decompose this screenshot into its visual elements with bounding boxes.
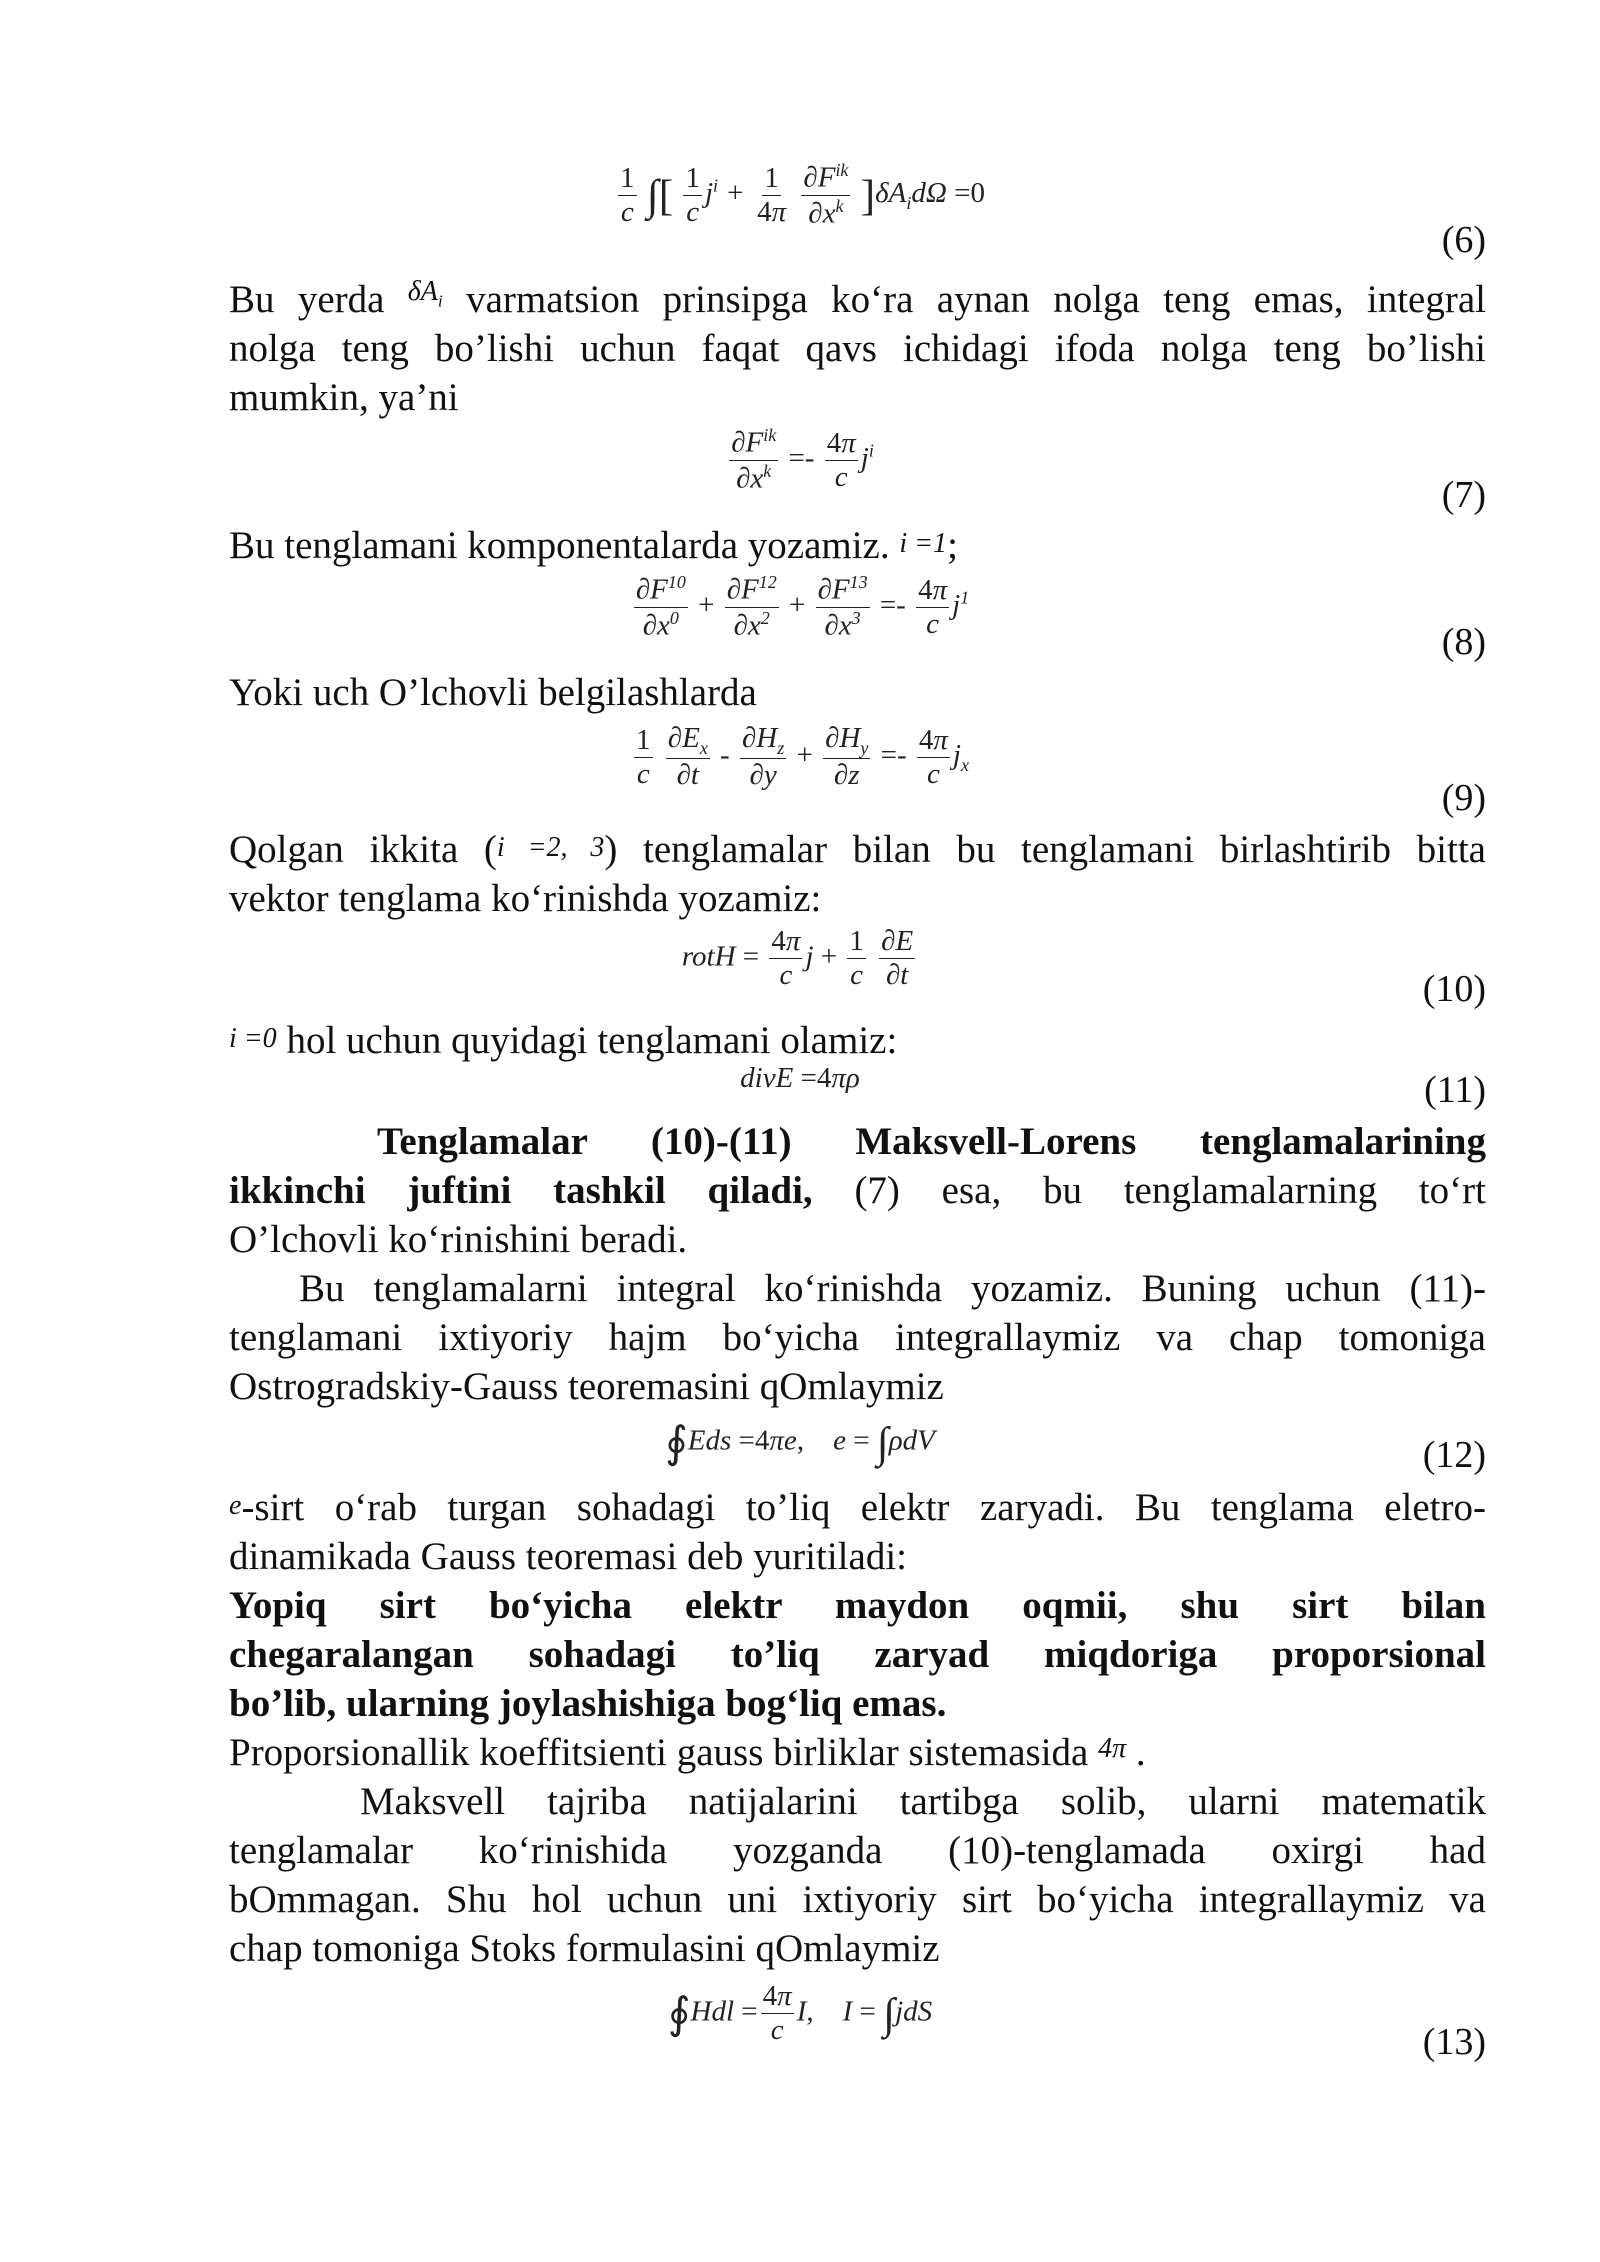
text-line: Yoki uch O’lchovli belgilashlarda — [229, 671, 757, 714]
equation-number: (12) — [1422, 1434, 1486, 1476]
text-run: ) tenglamalar bilan bu tenglamani birlashtirib bitta — [604, 828, 1486, 871]
text-line: nolga teng bo’lishi uchun faqat qavs ichidagi ifoda nolga teng bo’lishi — [229, 327, 1486, 370]
equation-13: ∮Hdl = $\frac{4\pi}{c}$ I, I = ∫jdS — [667, 1980, 933, 2047]
equation-number: (11) — [1424, 1069, 1486, 1111]
text-line: Yopiq sirt bo‘yicha elektr maydon oqmii, shu sirt bilan — [229, 1584, 1486, 1627]
text-line: chegaralangan sohadagi to’liq zaryad miqdoriga proporsional — [229, 1633, 1486, 1676]
equation-6: $\frac{1}{c}$ ∫[ $\frac{1}{c}$ $j^i$ + $\frac{1}{4\pi}$ $\frac{\partial F^{ik}}{\partial x^k}$ ]$\delta A_id\Omega =0$ — [620, 160, 985, 230]
equation-number: (13) — [1422, 2021, 1486, 2063]
text-run: -sirt o‘rab turgan sohadagi to’liq elektr zaryadi. Bu tenglama eletro- — [241, 1486, 1486, 1529]
text-run: Proporsionallik koeffitsienti gauss birliklar sistemasida — [229, 1731, 1089, 1774]
math-inline: i =1 — [899, 528, 948, 559]
text-line — [229, 1728, 1486, 1782]
text-line — [229, 825, 1486, 879]
equation-number: (7) — [1441, 474, 1486, 516]
text-line: Tenglamalar (10)-(11) Maksvell-Lorens tenglamalarining — [377, 1120, 1486, 1163]
math-inline: i =0 — [229, 1023, 277, 1054]
text-line: vektor tenglama ko‘rinishda yozamiz: — [229, 877, 822, 920]
equation-7: $\frac{\partial F^{ik}}{\partial x^k}$ =- $\frac{4\pi}{c}$ $j^i$ — [731, 425, 874, 495]
text-run: (7) esa, bu tenglamalarning to‘rt — [854, 1169, 1486, 1212]
text-run: Bu tenglamani komponentalarda yozamiz. — [229, 524, 890, 567]
text-run: varmatsion prinsipga ko‘ra aynan nolga teng emas, integral — [466, 278, 1486, 321]
equation-number: (10) — [1422, 968, 1486, 1010]
math-subscript: i — [437, 291, 443, 311]
text-line: tenglamalar ko‘rinishida yozganda (10)-tenglamada oxirgi had — [229, 1829, 1486, 1872]
text-line — [229, 1483, 1486, 1537]
equation-9: $\frac{1}{c}$ $\frac{\partial E_x}{\partial t}$ - $\frac{\partial H_z}{\partial y}$ + $\frac{\partial H_y}{\partial z}$ =- $\frac{4\pi}{c}$ $j_x$ — [636, 722, 969, 792]
math-inline: e — [229, 1490, 242, 1521]
math-inline: 4π — [1098, 1733, 1127, 1764]
text-line: bOmmagan. Shu hol uchun uni ixtiyoriy sirt bo‘yicha integrallaymiz va — [229, 1878, 1486, 1921]
text-run: Bu yerda — [229, 278, 385, 321]
text-line: O’lchovli ko‘rinishini beradi. — [229, 1218, 688, 1261]
text-run: hol uchun quyidagi tenglamani olamiz: — [286, 1019, 898, 1062]
math-symbol: δA — [407, 276, 438, 307]
text-line: Maksvell tajriba natijalarini tartibga solib, ularni matematik — [360, 1780, 1486, 1823]
equation-12: ∮Eds =4πe, e = ∫ρdV — [665, 1419, 935, 1467]
equation-10: rotH = $\frac{4\pi}{c}$ j + $\frac{1}{c}$ $\frac{\partial E}{\partial t}$ — [681, 925, 914, 992]
text-line: mumkin, ya’ni — [229, 376, 459, 419]
text-run: . — [1135, 1731, 1146, 1774]
text-run: Qolgan ikkita ( — [229, 828, 497, 871]
text-line: Ostrogradskiy-Gauss teoremasini qOmlaymiz — [229, 1365, 944, 1408]
text-line: bo’lib, ularning joylashishiga bog‘liq emas. — [229, 1682, 947, 1725]
equation-number: (6) — [1441, 219, 1486, 261]
text-line: chap tomoniga Stoks formulasini qOmlaymiz — [229, 1927, 940, 1970]
text-line — [229, 1166, 1486, 1216]
text-line — [229, 521, 1486, 575]
equation-8: $\frac{\partial F^{10}}{\partial x^0}$ + $\frac{\partial F^{12}}{\partial x^2}$ + $\frac{\partial F^{13}}{\partial x^3}$ =- $\frac{4\pi}{c}$ $j^1$ — [635, 572, 970, 642]
text-run-bold: ikkinchi juftini tashkil qiladi, — [229, 1169, 813, 1212]
text-line: Bu tenglamalarni integral ko‘rinishda yozamiz. Buning uchun (11)- — [299, 1267, 1486, 1310]
equation-11: divE =4πρ — [740, 1062, 860, 1094]
text-line: tenglamani ixtiyoriy hajm bo‘yicha integrallaymiz va chap tomoniga — [229, 1316, 1486, 1359]
text-line: dinamikada Gauss teoremasi deb yuritiladi: — [229, 1535, 907, 1578]
equation-number: (8) — [1441, 621, 1486, 663]
equation-number: (9) — [1441, 777, 1486, 819]
text-run: ; — [947, 524, 958, 567]
math-inline: i =2, 3 — [496, 832, 605, 863]
